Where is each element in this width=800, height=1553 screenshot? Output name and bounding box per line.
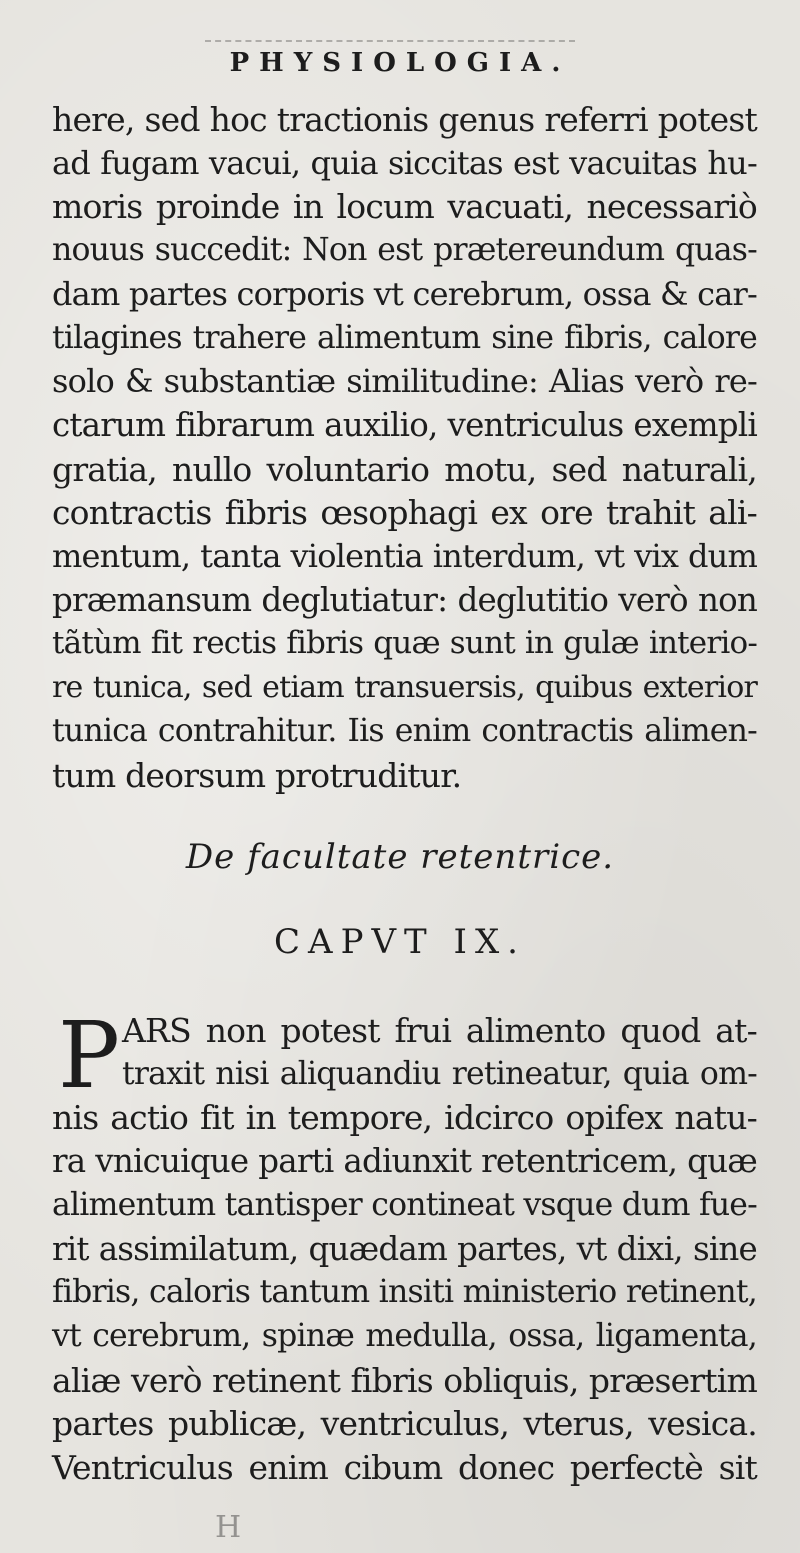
text-line: partes publicæ, ventriculus, vterus, vesica. xyxy=(52,1404,757,1444)
text-line: re tunica, sed etiam transuersis, quibus exterior xyxy=(52,670,757,706)
text-line: moris proinde in locum vacuati, necessariò xyxy=(52,187,757,227)
text-line: rit assimilatum, quædam partes, vt dixi, sine xyxy=(52,1229,757,1268)
text-line: solo & substantiæ similitudine: Alias verò re- xyxy=(52,362,757,401)
chapter-heading: CAPVT IX. xyxy=(274,922,526,962)
header-rule xyxy=(205,40,575,43)
running-title: PHYSIOLOGIA. xyxy=(229,48,571,78)
text-line: ra vnicuique parti adiunxit retentricem, quæ xyxy=(52,1142,757,1181)
text-line: vt cerebrum, spinæ medulla, ossa, ligamenta, xyxy=(52,1317,757,1354)
text-line: dam partes corporis vt cerebrum, ossa & car- xyxy=(52,274,757,313)
paragraph-2 xyxy=(52,1002,757,1490)
text-line: nis actio fit in tempore, idcirco opifex natu- xyxy=(52,1098,757,1138)
text-line: fibris, caloris tantum insiti ministerio retinent, xyxy=(52,1274,757,1311)
text-line: aliæ verò retinent fibris obliquis, præsertim xyxy=(52,1360,757,1400)
text-line: nouus succedit: Non est prætereundum quas- xyxy=(52,232,757,269)
drop-capital: P xyxy=(58,1002,120,1109)
text-line: tilagines trahere alimentum sine fibris, calore xyxy=(52,319,757,356)
text-line: gratia, nullo voluntario motu, sed naturali, xyxy=(52,449,757,489)
text-line: ad fugam vacui, quia siccitas est vacuitas hu- xyxy=(52,143,757,182)
paragraph-1 xyxy=(52,98,757,797)
text-line: traxit nisi aliquandiu retineatur, quia om- xyxy=(122,1055,757,1092)
text-line: tum deorsum protruditur. xyxy=(52,755,462,795)
text-line: ARS non potest frui alimento quod at- xyxy=(122,1011,757,1050)
section-title: De facultate retentrice. xyxy=(185,837,615,877)
text-line: alimentum tantisper contineat vsque dum fue- xyxy=(52,1186,757,1223)
text-line: tãtùm fit rectis fibris quæ sunt in gulæ interio- xyxy=(52,625,757,662)
signature-mark: H xyxy=(215,1510,242,1545)
text-line: Ventriculus enim cibum donec perfectè sit xyxy=(52,1448,757,1488)
text-line: ctarum fibrarum auxilio, ventriculus exempli xyxy=(52,405,757,444)
text-line: here, sed hoc tractionis genus referri potest xyxy=(52,100,757,139)
text-line: præmansum deglutiatur: deglutitio verò non xyxy=(52,580,757,619)
text-line: mentum, tanta violentia interdum, vt vix dum xyxy=(52,537,757,576)
text-line: tunica contrahitur. Iis enim contractis alimen- xyxy=(52,712,757,749)
text-line: contractis fibris œsophagi ex ore trahit ali- xyxy=(52,493,757,533)
